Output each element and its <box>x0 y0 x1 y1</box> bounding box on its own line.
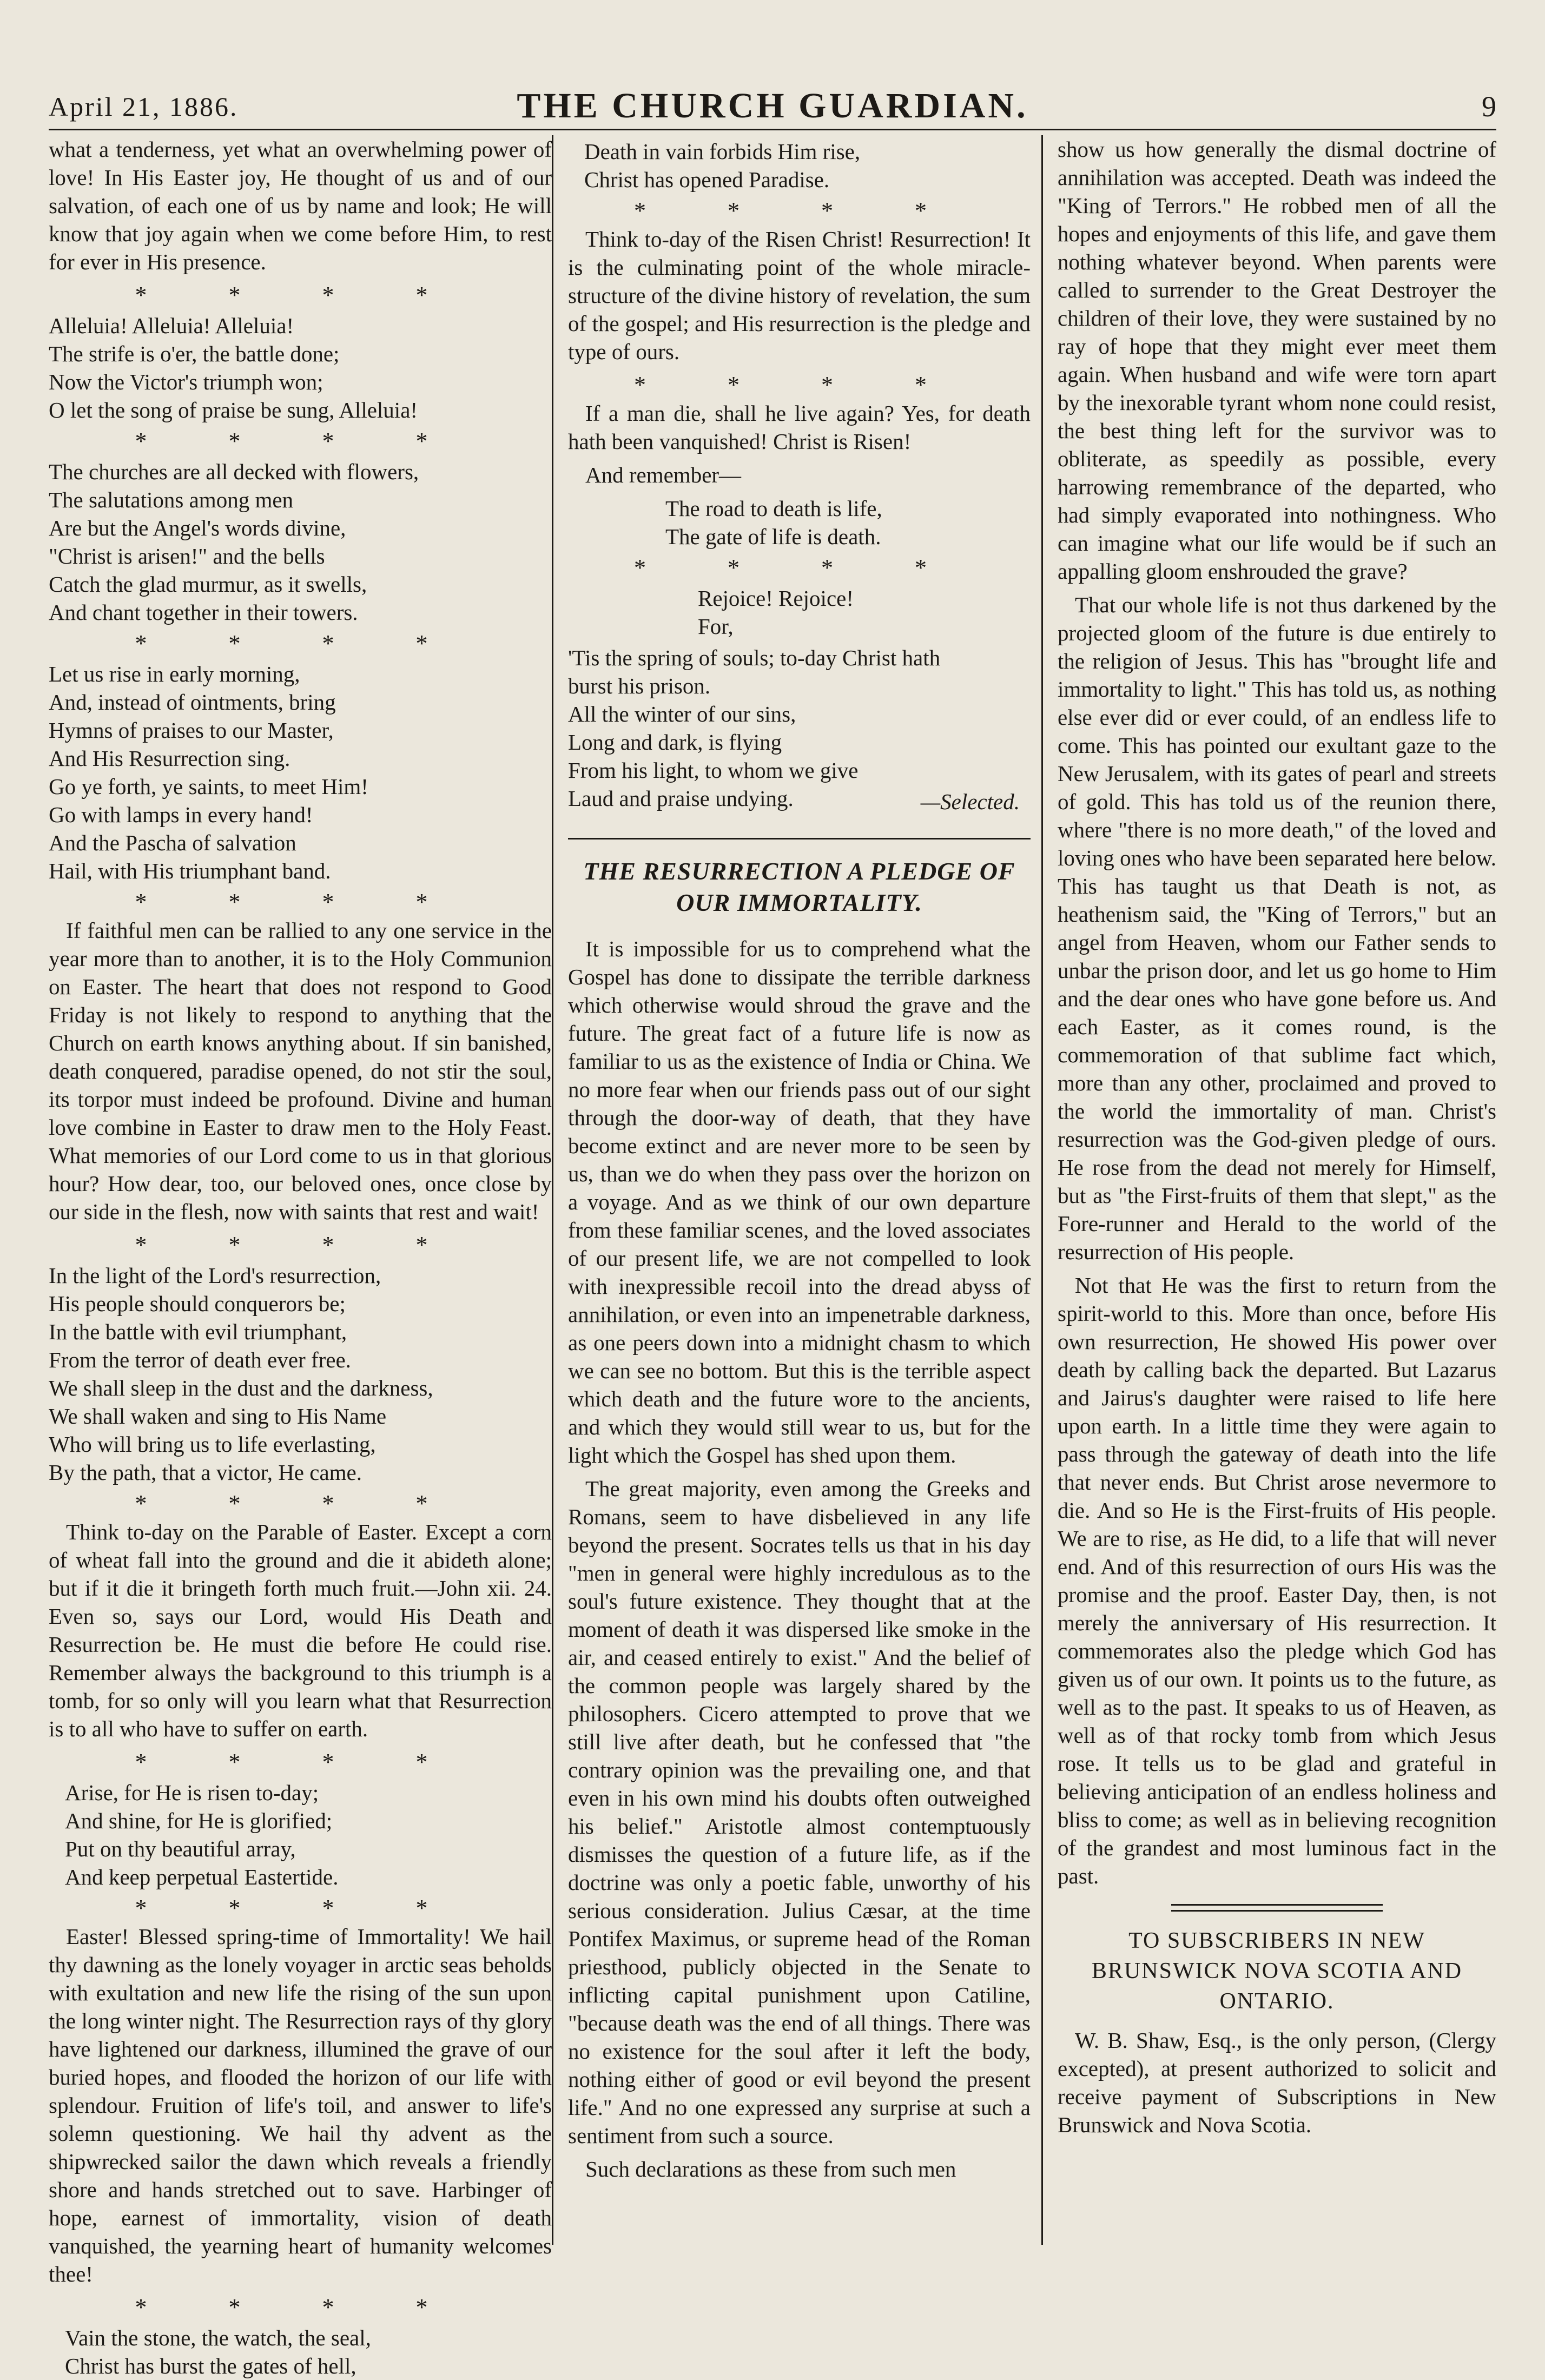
section-break: * * * * <box>135 1232 466 1258</box>
section-break: * * * * <box>634 372 965 398</box>
article-heading: THE RESURRECTION A PLEDGE OF OUR IMMORTALITY. <box>583 857 1015 916</box>
paragraph: Not that He was the first to return from the spirit-world to this. More than once, before His own resurrection, He showed His power over death by calling back the departed. But Lazarus and Jairus's daughter were raised to life here upon earth. In a little time they were again to pass through the gateway of death into the life that never ends. But Christ arose nevermore to die. And so He is the First-fruits of His people. We are to rise, as He did, to a life that will never end. And of this resurrection of ours His was the promise and the proof. Easter Day, then, is not merely the anniversary of His resurrection. It commemorates also the pledge which God has given us of our own. It points us to the future, as well as to the past. It speaks to us of Heaven, as well as of that rocky tomb from which Jesus rose. It tells us to be glad and grateful in believing anticipation of an endless holiness and bliss to come; as well as in believing recognition of the grandest and most luminous fact in the past. <box>1058 1273 1496 1888</box>
verse: The churches are all decked with flowers, The salutations among men Are but the Angel's words divine, "Christ is arisen!" and the bells Catch the glad murmur, as it swells, And chant together in their towers. <box>49 459 419 625</box>
verse: Arise, for He is risen to-day; And shine, for He is glorified; Put on thy beautiful array, And keep perpetual Eastertide. <box>65 1780 339 1889</box>
section-break: * * * * <box>135 2294 466 2320</box>
verse: Alleluia! Alleluia! Alleluia! The strife is o'er, the battle done; Now the Victor's triumph won; O let the song of praise be sung, Alleluia! <box>49 313 418 422</box>
section-break: * * * * <box>135 1895 466 1921</box>
paragraph: And remember— <box>585 462 742 487</box>
paragraph: Such declarations as these from such men <box>585 2157 956 2181</box>
paragraph: what a tenderness, yet what an overwhelming power of love! In His Easter joy, He thought of us and of our salvation, of each one of us by name and look; He will know that joy again when we come before Him, to rest for ever in His presence. <box>49 137 552 274</box>
masthead <box>49 69 1496 130</box>
column-2 <box>552 135 1041 2245</box>
verse: Rejoice! Rejoice! For, <box>698 586 854 639</box>
page-number: 9 <box>1482 90 1496 123</box>
verse: In the light of the Lord's resurrection, His people should conquerors be; In the battle with evil triumphant, From the terror of death ever free. We shall sleep in the dust and the darkness, We shall waken and sing to His Name Who will bring us to life everlasting, By the path, that a victor, He came. <box>49 1263 433 1485</box>
section-break: * * * * <box>135 1749 466 1775</box>
divider <box>568 838 1031 839</box>
column-3 <box>1041 135 1496 2245</box>
verse: 'Tis the spring of souls; to-day Christ hath burst his prison. All the winter of our sins, Long and dark, is flying From his light, to whom we give Laud and praise undying. <box>568 645 941 811</box>
attribution: —Selected. <box>920 789 1020 814</box>
section-break: * * * * <box>634 197 965 224</box>
section-break: * * * * <box>135 1490 466 1517</box>
section-break: * * * * <box>135 282 466 308</box>
paragraph: Think to-day of the Risen Christ! Resurrection! It is the culminating point of the whole miracle-structure of the divine history of revelation, the sum of the gospel; and His resurrection is the pledge and type of ours. <box>568 227 1031 364</box>
paragraph: The great majority, even among the Greeks and Romans, seem to have disbelieved in any life beyond the present. Socrates tells us that in his day "men in general were highly incredulous as to the soul's future existence. They thought that at the moment of death it was dispersed like smoke in the air, and ceased entirely to exist." And the belief of the common people was largely shared by the philosophers. Cicero attempted to prove that we still live after death, but he confessed that "the contrary opinion was the prevailing one, and that even in his own mind his doubts often outweighed his belief." Aristotle almost contemptuously dismisses the question of a future life, as if the doctrine was only a poetic fable, unworthy of his serious consideration. Julius Cæsar, at the time Pontifex Maximus, or supreme head of the Roman priesthood, publicly objected in the Senate to inflicting capital punishment upon Catiline, "because death was the end of all things. There was no existence for the soul after it left the body, nothing either of good or evil beyond the present life." And no one expressed any surprise at such a sentiment from such a source. <box>568 1476 1031 2148</box>
paragraph: show us how generally the dismal doctrine of annihilation was accepted. Death was indeed the "King of Terrors." He robbed men of all the hopes and enjoyments of this life, and gave them nothing whatever beyond. When parents were called to surrender to the Great Destroyer the children of their love, they were sustained by no ray of hope that they might ever meet them again. When husband and wife were torn apart by the inexorable tyrant whom none could resist, the best thing left for the survivor was to obliterate, as speedily as possible, every harrowing remembrance of the departed, who had simply evaporated into nothingness. Who can imagine what our life would be if such an appalling gloom enshrouded the grave? <box>1058 137 1496 584</box>
divider <box>1171 1904 1383 1912</box>
notice-text: W. B. Shaw, Esq., is the only person, (Clergy excepted), at present authorized to solicit and receive payment of Subscriptions in New Brunswick and Nova Scotia. <box>1058 2028 1496 2137</box>
issue-date: April 21, 1886. <box>49 91 239 122</box>
paragraph: That our whole life is not thus darkened by the projected gloom of the future is due entirely to the religion of Jesus. This has "brought life and immortality to light." This has told us, as nothing else ever did or ever could, of an endless life to come. This has pointed our exultant gaze to the New Jerusalem, with its gates of pearl and streets of gold. This has told us of the reunion there, where "there is no more death," of the loved and loving ones who have been separated here below. This has taught us that Death is not, as heathenism said, the "King of Terrors," but an angel from Heaven, whom our Father sends to unbar the prison door, and let us go home to Him and the dear ones who have gone before us. And each Easter, as it comes round, is the commemoration of that sublime fact which, more than any other, proclaimed and proved to the world the immortality of man. Christ's resurrection was the God-given pledge of ours. He rose from the dead not merely for Himself, but as "the First-fruits of them that slept," as the Fore-runner and Herald to the world of the resurrection of His people. <box>1058 592 1496 1264</box>
paragraph: Think to-day on the Parable of Easter. Except a corn of wheat fall into the ground and die it abideth alone; but if it die it bringeth forth much fruit.—John xii. 24. Even so, says our Lord, would His Death and Resurrection be. He must die before He could rise. Remember always the background to this triumph is a tomb, for so only will you learn what that Resurrection is to all who have to suffer on earth. <box>49 1519 552 1741</box>
notice-heading: TO SUBSCRIBERS IN NEW BRUNSWICK NOVA SCOTIA AND ONTARIO. <box>1091 1928 1463 2014</box>
section-break: * * * * <box>634 554 965 581</box>
section-break: * * * * <box>135 630 466 657</box>
verse: Vain the stone, the watch, the seal, Christ has burst the gates of hell, <box>65 2325 371 2378</box>
verse: Let us rise in early morning, And, instead of ointments, bring Hymns of praises to our Master, And His Resurrection sing. Go ye forth, ye saints, to meet Him! Go with lamps in every hand! And the Pascha of salvation Hail, with His triumphant band. <box>49 662 368 883</box>
paragraph: It is impossible for us to comprehend what the Gospel has done to dissipate the terrible darkness which otherwise would shroud the grave and the future. The great fact of a future life is now as familiar to us as the existence of India or China. We no more fear when our friends pass out of our sight through the door-way of death, that they have become extinct and are never more to be seen by us, than we do when they pass over the horizon on a voyage. And as we think of our own departure from these familiar scenes, and the loved associates of our present life, we are not compelled to look with inexpressible recoil into the dread abyss of annihilation, or even into an impenetrable darkness, as one peers down into a midnight chasm to which we can see no bottom. But this is the terrible aspect which death and the future wore to the ancients, and which they would still wear to us, but for the light which the Gospel has shed upon them. <box>568 936 1031 1467</box>
column-1 <box>49 135 552 2378</box>
paragraph: If a man die, shall he live again? Yes, for death hath been vanquished! Christ is Risen! <box>568 401 1031 454</box>
verse: Death in vain forbids Him rise, Christ has opened Paradise. <box>584 139 861 192</box>
paragraph: Easter! Blessed spring-time of Immortality! We hail thy dawning as the lonely voyager in arctic seas beholds with exultation and new life the rising of the sun upon the long winter night. The Resurrection rays of thy glory have lightened our darkness, illumined the grave of our buried hopes, and flooded the horizon of our life with splendour. Fruition of life's toil, and answer to life's solemn questioning. We hail thy advent as the shipwrecked sailor the dawn which reveals a friendly shore and hands stretched out to save. Harbinger of hope, earnest of immortality, vision of death vanquished, the yearning heart of humanity welcomes thee! <box>49 1924 552 2286</box>
newspaper-title: THE CHURCH GUARDIAN. <box>517 86 1028 125</box>
verse: The road to death is life, The gate of life is death. <box>665 496 882 549</box>
paragraph: If faithful men can be rallied to any one service in the year more than to another, it is to the Holy Communion on Easter. The heart that does not respond to Good Friday is not likely to respond to anything that the Church on earth knows anything about. If sin banished, death conquered, paradise opened, do not stir the soul, its torpor must indeed be profound. Divine and human love combine in Easter to draw men to the Holy Feast. What memories of our Lord come to us in that glorious hour? How dear, too, our beloved ones, once close by our side in the flesh, now with saints that rest and wait! <box>49 918 552 1224</box>
section-break: * * * * <box>135 889 466 915</box>
section-break: * * * * <box>135 428 466 454</box>
